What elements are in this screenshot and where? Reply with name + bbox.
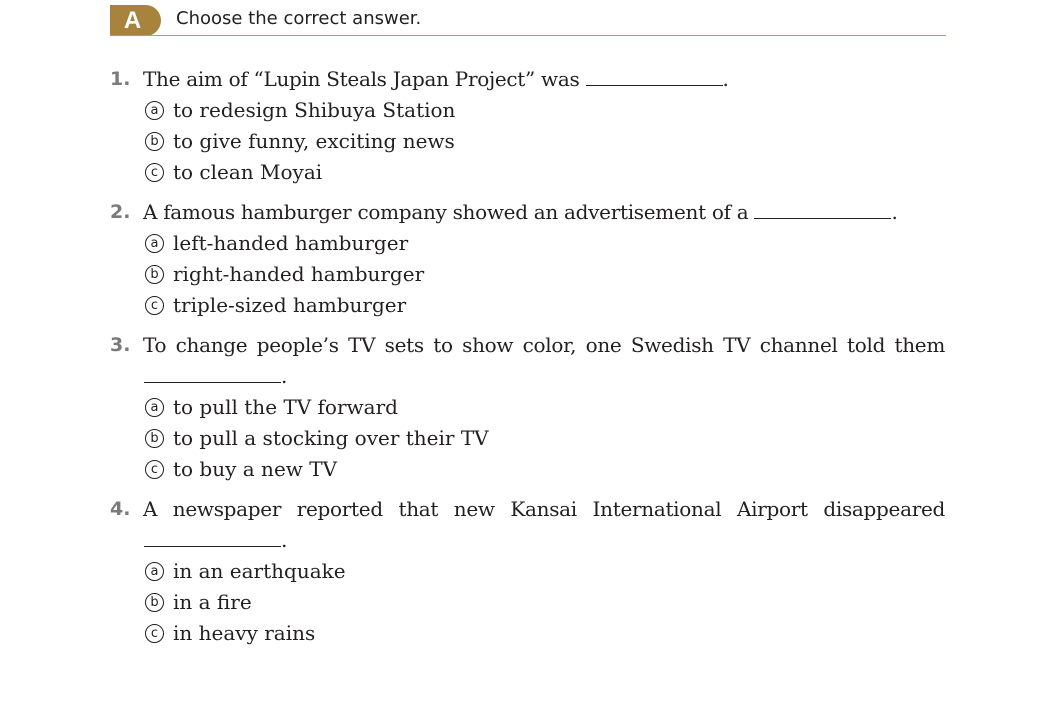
question-stem — [110, 64, 945, 95]
option-text: triple-sized hamburger — [173, 293, 407, 317]
section-badge: A — [110, 5, 161, 36]
option-letter-circle: c — [145, 624, 164, 643]
question-stem — [110, 494, 945, 525]
question-number: 1. — [110, 68, 131, 90]
option-text: in a fire — [173, 590, 252, 614]
option-c[interactable] — [110, 454, 945, 485]
blank-line — [110, 361, 945, 392]
stem-text-wrap — [143, 64, 945, 95]
answer-blank — [144, 362, 281, 383]
option-letter-circle: a — [145, 562, 164, 581]
option-text: to pull a stocking over their TV — [173, 426, 489, 450]
option-letter-circle: b — [145, 429, 164, 448]
stem-end: . — [281, 364, 288, 388]
instruction-text: Choose the correct answer. — [176, 8, 422, 29]
option-a[interactable] — [110, 556, 945, 587]
answer-blank — [754, 198, 891, 219]
option-letter-circle: c — [145, 296, 164, 315]
option-text: in an earthquake — [173, 559, 346, 583]
option-letter-circle: c — [145, 163, 164, 182]
stem-text: A newspaper reported that new Kansai International Airport disappeared — [143, 497, 945, 521]
question-number: 4. — [110, 498, 131, 520]
option-text: to pull the TV forward — [173, 395, 398, 419]
question-1 — [110, 64, 945, 188]
question-stem — [110, 330, 945, 361]
stem-text: The aim of “Lupin Steals Japan Project” was — [143, 67, 580, 91]
question-number: 3. — [110, 334, 131, 356]
option-text: to redesign Shibuya Station — [173, 98, 456, 122]
option-text: to clean Moyai — [173, 160, 323, 184]
option-b[interactable] — [110, 587, 945, 618]
question-3 — [110, 330, 945, 485]
option-c[interactable] — [110, 290, 945, 321]
header-rule — [110, 35, 946, 36]
option-text: left-handed hamburger — [173, 231, 409, 255]
option-letter-circle: c — [145, 460, 164, 479]
answer-blank — [144, 526, 281, 547]
option-b[interactable] — [110, 259, 945, 290]
question-2 — [110, 197, 945, 321]
blank-line — [110, 525, 945, 556]
stem-end: . — [891, 200, 898, 224]
option-text: to give funny, exciting news — [173, 129, 455, 153]
stem-text-wrap — [143, 197, 945, 228]
option-a[interactable] — [110, 95, 945, 126]
option-b[interactable] — [110, 423, 945, 454]
option-letter-circle: a — [145, 234, 164, 253]
stem-text: A famous hamburger company showed an advertisement of a — [143, 200, 749, 224]
option-c[interactable] — [110, 157, 945, 188]
option-a[interactable] — [110, 392, 945, 423]
exercise-header — [110, 4, 946, 36]
question-list — [110, 64, 945, 658]
option-c[interactable] — [110, 618, 945, 649]
option-text: to buy a new TV — [173, 457, 338, 481]
option-letter-circle: b — [145, 265, 164, 284]
option-text: right-handed hamburger — [173, 262, 425, 286]
answer-blank — [586, 65, 723, 86]
question-stem — [110, 197, 945, 228]
option-letter-circle: a — [145, 101, 164, 120]
stem-end: . — [722, 67, 729, 91]
option-b[interactable] — [110, 126, 945, 157]
option-letter-circle: b — [145, 132, 164, 151]
option-a[interactable] — [110, 228, 945, 259]
stem-text: To change people’s TV sets to show color, one Swedish TV channel told them — [143, 333, 945, 357]
option-letter-circle: b — [145, 593, 164, 612]
question-number: 2. — [110, 201, 131, 223]
stem-end: . — [281, 528, 288, 552]
option-text: in heavy rains — [173, 621, 316, 645]
option-letter-circle: a — [145, 398, 164, 417]
question-4 — [110, 494, 945, 649]
